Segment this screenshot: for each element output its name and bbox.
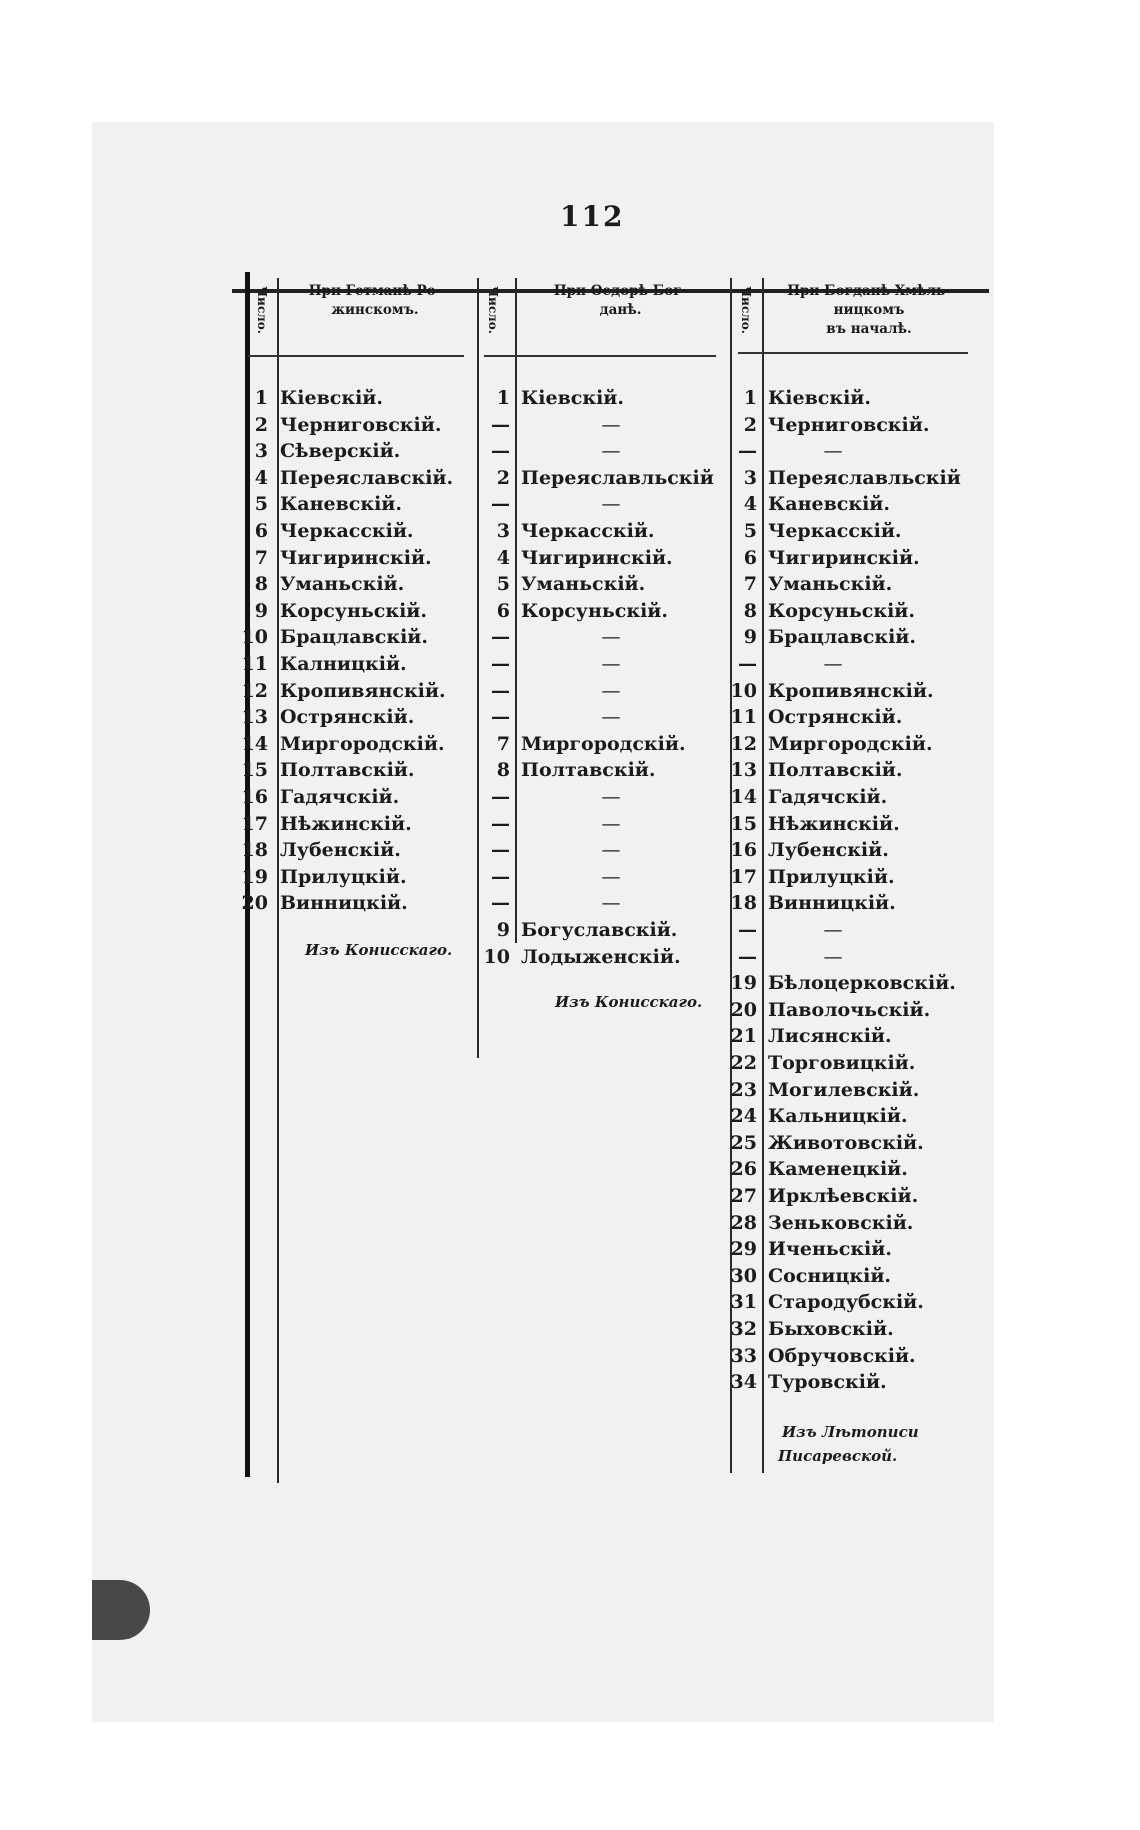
regiment-name: Прилуцкій.: [280, 865, 407, 888]
regiment-name: Уманьскій.: [521, 573, 646, 596]
regiment-name: Кіевскій.: [768, 387, 872, 409]
regiment-name: Корсуньскій.: [521, 599, 668, 622]
regiment-name: Корсуньскій.: [768, 599, 915, 622]
regiment-name: Бѣлоцерковскій.: [768, 972, 956, 995]
row-number: 10: [730, 679, 757, 702]
page-number: 112: [560, 200, 625, 233]
row-number: —: [491, 413, 510, 436]
source-note-line2: Писаревской.: [778, 1447, 898, 1465]
number-column-header: Число.: [486, 286, 500, 334]
number-column-header: Число.: [739, 286, 753, 334]
row-number: 5: [743, 520, 757, 542]
row-dash: —: [601, 679, 621, 702]
row-number: 7: [254, 546, 268, 569]
row-number: 7: [743, 573, 757, 596]
regiment-name: Кропивянскій.: [768, 679, 934, 702]
regiment-name: Лубенскій.: [280, 839, 401, 862]
regiment-name: Переяславльскій: [768, 466, 961, 489]
row-number: 21: [730, 1025, 757, 1048]
regiment-name: Обручовскій.: [768, 1344, 916, 1367]
regiment-name: Переяславскій.: [280, 466, 454, 489]
row-number: 6: [496, 599, 510, 622]
regiment-name: Могилевскій.: [768, 1078, 920, 1101]
source-note-line1: Изъ Лѣтописи: [782, 1423, 919, 1441]
row-number: 29: [730, 1238, 757, 1261]
row-number: 2: [743, 413, 757, 436]
regiment-name: Лубенскій.: [768, 839, 889, 862]
column-rule: [277, 278, 279, 1483]
row-number: 11: [241, 653, 268, 675]
row-dash: —: [601, 440, 621, 463]
row-number: 20: [241, 892, 268, 915]
regiment-name: Острянскій.: [768, 706, 903, 729]
row-number: 32: [730, 1318, 757, 1340]
row-number: 13: [730, 759, 757, 782]
regiment-name: Каменецкій.: [768, 1158, 908, 1181]
row-number: 7: [496, 732, 510, 755]
row-number: 4: [496, 546, 510, 569]
row-number: 2: [496, 466, 510, 489]
column-rule: [515, 278, 517, 943]
row-number: 12: [730, 732, 757, 755]
source-note: Изъ Конисскаго.: [305, 941, 453, 959]
row-number: 10: [483, 945, 510, 968]
row-number: 11: [730, 706, 757, 729]
row-number: 16: [241, 786, 268, 808]
row-number: 24: [730, 1105, 757, 1128]
row-dash: —: [601, 892, 621, 915]
row-number: —: [491, 493, 510, 516]
row-number: —: [738, 440, 757, 463]
row-number: 33: [730, 1344, 757, 1367]
regiment-name: Кіевскій.: [280, 387, 384, 409]
header-rule: [248, 355, 464, 357]
row-dash: —: [601, 653, 621, 675]
regiment-name: Быховскій.: [768, 1318, 894, 1340]
regiment-name: Зеньковскій.: [768, 1211, 914, 1234]
row-dash: —: [601, 493, 621, 516]
row-number: 4: [743, 493, 757, 516]
row-dash: —: [823, 919, 843, 941]
row-number: —: [491, 865, 510, 888]
regiment-name: Туровскій.: [768, 1371, 887, 1394]
row-number: 9: [254, 599, 268, 622]
regiment-name: Сосницкій.: [768, 1264, 892, 1287]
row-number: 19: [730, 972, 757, 995]
regiment-name: Черниговскій.: [768, 413, 930, 436]
regiment-name: Калницкій.: [280, 653, 407, 675]
regiment-name: Животовскій.: [768, 1131, 924, 1154]
regiment-name: Кіевскій.: [521, 387, 625, 409]
regiment-name: Уманьскій.: [280, 573, 405, 596]
row-number: 15: [730, 812, 757, 835]
row-number: 3: [496, 520, 510, 542]
row-number: 22: [730, 1052, 757, 1074]
regiment-name: Полтавскій.: [768, 759, 903, 782]
header-rule: [738, 352, 968, 354]
row-number: 31: [730, 1291, 757, 1314]
row-dash: —: [823, 945, 843, 968]
row-dash: —: [823, 653, 843, 675]
regiment-name: Полтавскій.: [521, 759, 656, 782]
row-number: 25: [730, 1131, 757, 1154]
source-note: Изъ Конисскаго.: [555, 993, 703, 1011]
regiment-name: Винницкій.: [280, 892, 408, 915]
regiment-name: Миргородскій.: [521, 732, 686, 755]
regiment-name: Полтавскій.: [280, 759, 415, 782]
regiment-name: Корсуньскій.: [280, 599, 427, 622]
regiment-name: Кальницкій.: [768, 1105, 908, 1128]
row-number: —: [491, 679, 510, 702]
row-number: 17: [241, 812, 268, 835]
row-number: 1: [496, 387, 510, 409]
regiment-name: Переяславльскій: [521, 466, 714, 489]
row-number: 30: [730, 1264, 757, 1287]
regiment-name: Черниговскій.: [280, 413, 442, 436]
row-number: —: [738, 653, 757, 675]
row-number: —: [491, 786, 510, 808]
row-dash: —: [601, 706, 621, 729]
row-dash: —: [601, 812, 621, 835]
regiment-name: Брацлавскій.: [280, 626, 428, 649]
row-number: 9: [496, 919, 510, 941]
regiment-name: Уманьскій.: [768, 573, 893, 596]
row-number: —: [491, 892, 510, 915]
regiment-name: Сѣверскій.: [280, 440, 401, 463]
number-column-header: Число.: [255, 286, 269, 334]
row-number: —: [738, 945, 757, 968]
row-dash: —: [823, 440, 843, 463]
row-number: —: [491, 653, 510, 675]
row-number: 1: [254, 387, 268, 409]
column-header-khmelnitsky: При Богданѣ Хмѣль- ницкомъ въ началѣ.: [787, 283, 951, 337]
row-number: 3: [743, 466, 757, 489]
row-number: 34: [730, 1371, 757, 1394]
regiment-name: Миргородскій.: [280, 732, 445, 755]
regiment-name: Нѣжинскій.: [768, 812, 900, 835]
row-dash: —: [601, 839, 621, 862]
row-number: 17: [730, 865, 757, 888]
regiment-name: Прилуцкій.: [768, 865, 895, 888]
regiment-name: Черкасскій.: [768, 520, 902, 542]
row-number: —: [491, 626, 510, 649]
regiment-name: Острянскій.: [280, 706, 415, 729]
column-header-rozhinsky: При Гетманѣ Ро- жинскомъ.: [308, 283, 442, 318]
regiment-name: Иченьскій.: [768, 1238, 892, 1261]
row-number: 26: [730, 1158, 757, 1181]
row-number: 4: [254, 466, 268, 489]
row-number: 18: [241, 839, 268, 862]
regiment-name: Нѣжинскій.: [280, 812, 412, 835]
column-header-fedor-bogdan: При Ѳедорѣ Бог- данѣ.: [553, 283, 688, 318]
row-number: 20: [730, 998, 757, 1021]
row-number: 28: [730, 1211, 757, 1234]
regiment-name: Чигиринскій.: [521, 546, 673, 569]
row-dash: —: [601, 865, 621, 888]
regiment-name: Паволочьскій.: [768, 998, 931, 1021]
row-number: 19: [241, 865, 268, 888]
row-dash: —: [601, 626, 621, 649]
regiment-name: Гадячскій.: [280, 786, 400, 808]
regiment-name: Миргородскій.: [768, 732, 933, 755]
row-number: 3: [254, 440, 268, 463]
regiment-name: Чигиринскій.: [280, 546, 432, 569]
column-rule: [762, 278, 764, 1473]
row-number: 5: [496, 573, 510, 596]
header-rule: [484, 355, 716, 357]
row-number: 12: [241, 679, 268, 702]
row-number: —: [491, 440, 510, 463]
regiment-name: Кропивянскій.: [280, 679, 446, 702]
row-dash: —: [601, 786, 621, 808]
row-number: 8: [743, 599, 757, 622]
row-number: 14: [241, 732, 268, 755]
row-number: 8: [496, 759, 510, 782]
row-number: —: [491, 812, 510, 835]
row-number: 10: [241, 626, 268, 649]
regiment-name: Каневскій.: [768, 493, 891, 516]
regiment-name: Стародубскій.: [768, 1291, 924, 1314]
row-number: 27: [730, 1185, 757, 1207]
regiment-name: Лисянскій.: [768, 1025, 892, 1048]
row-number: 6: [254, 520, 268, 542]
row-number: 15: [241, 759, 268, 782]
scan-smudge: [92, 1580, 150, 1640]
row-number: 16: [730, 839, 757, 862]
row-number: 9: [743, 626, 757, 649]
regiment-name: Черкасскій.: [521, 520, 655, 542]
row-number: 14: [730, 786, 757, 808]
regiment-name: Брацлавскій.: [768, 626, 916, 649]
regiment-name: Чигиринскій.: [768, 546, 920, 569]
row-dash: —: [601, 413, 621, 436]
regiment-name: Торговицкій.: [768, 1052, 916, 1074]
regiment-name: Черкасскій.: [280, 520, 414, 542]
row-number: 18: [730, 892, 757, 915]
row-number: 23: [730, 1078, 757, 1101]
regiment-name: Богуславскій.: [521, 919, 678, 941]
row-number: 8: [254, 573, 268, 596]
row-number: —: [491, 839, 510, 862]
regiment-name: Ирклѣевскій.: [768, 1185, 919, 1207]
row-number: 2: [254, 413, 268, 436]
row-number: 13: [241, 706, 268, 729]
regiment-name: Лодыженскій.: [521, 945, 681, 968]
row-number: 5: [254, 493, 268, 516]
row-number: 6: [743, 546, 757, 569]
row-number: —: [491, 706, 510, 729]
regiment-name: Каневскій.: [280, 493, 403, 516]
regiment-name: Винницкій.: [768, 892, 896, 915]
row-number: —: [738, 919, 757, 941]
regiment-name: Гадячскій.: [768, 786, 888, 808]
row-number: 1: [743, 387, 757, 409]
